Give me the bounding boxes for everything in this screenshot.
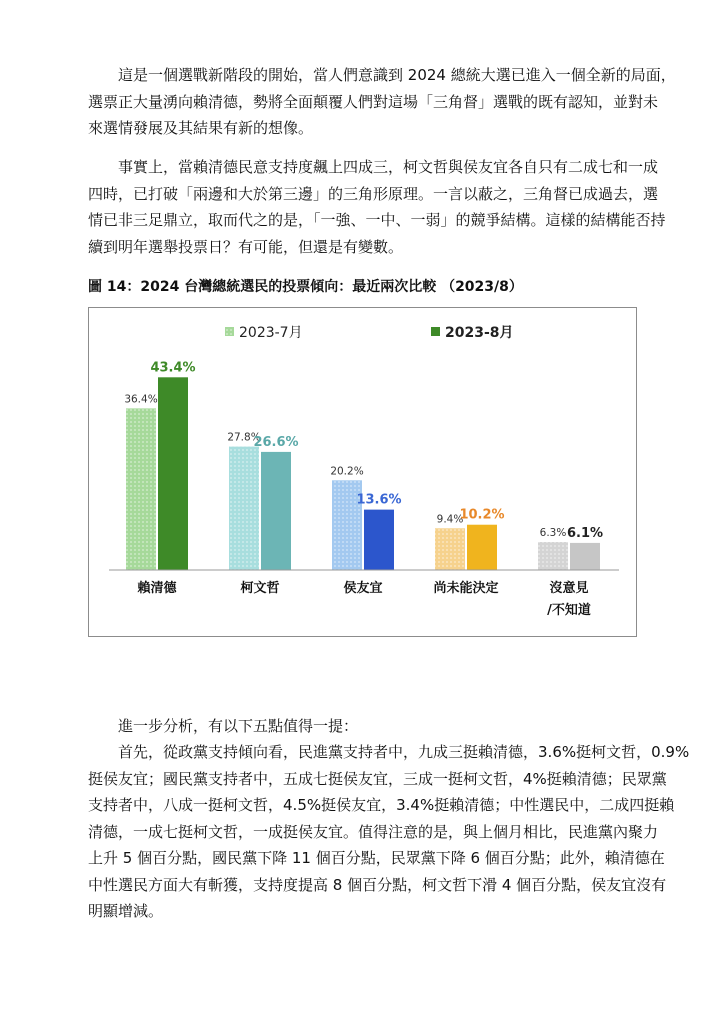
bar-aug-0: [158, 377, 188, 570]
paragraph-2: [88, 154, 666, 260]
bar-pattern: [126, 408, 156, 570]
data-label: 36.4%: [124, 393, 158, 406]
paragraph-line: 首先，從政黨支持傾向看，民進黨支持者中，九成三挺賴清德，3.6%挺柯文哲，0.9%: [118, 743, 690, 761]
bar-aug-1: [261, 452, 291, 570]
chart-legend: [225, 325, 514, 341]
data-label: 20.2%: [330, 465, 364, 478]
paragraph-1: [88, 62, 676, 142]
bar-aug-4: [570, 543, 600, 570]
x-tick-label: 侯友宜: [343, 581, 383, 596]
paragraph-line: 這是一個選戰新階段的開始，當人們意識到 2024 總統大選已進入一個全新的局面，: [118, 66, 676, 84]
bar-pattern: [538, 542, 568, 570]
data-label: 6.3%: [539, 527, 567, 540]
x-tick-label: /不知道: [547, 603, 591, 618]
legend-label: 2023-7月: [239, 325, 303, 341]
data-label: 6.1%: [566, 525, 604, 541]
paragraph-line: 續到明年選舉投票日？有可能，但還是有變數。: [88, 237, 404, 256]
bar-aug-2: [364, 510, 394, 570]
data-label: 26.6%: [253, 434, 299, 450]
bar-pattern: [229, 447, 259, 570]
x-axis-labels: [137, 580, 590, 618]
x-tick-label: 尚未能決定: [433, 581, 499, 596]
paragraph-line: 上升 5 個百分點，國民黨下降 11 個百分點，民眾黨下降 6 個百分點；此外，賴清德在: [88, 849, 665, 867]
paragraph-4: [88, 739, 690, 925]
x-tick-label: 沒意見: [549, 581, 589, 596]
paragraph-line: 情已非三足鼎立，取而代之的是，「一強、一中、一弱」的競爭結構。這樣的結構能否持: [88, 211, 666, 229]
data-label: 9.4%: [436, 513, 464, 526]
paragraph-line: 挺侯友宜；國民黨支持者中，五成七挺侯友宜，三成一挺柯文哲，4%挺賴清德；民眾黨: [88, 769, 667, 788]
chart-frame: [88, 307, 637, 637]
legend-swatch-pattern: [225, 327, 234, 336]
bar-aug-3: [467, 525, 497, 570]
paragraph-line: 支持者中，八成一挺柯文哲，4.5%挺侯友宜，3.4%挺賴清德；中性選民中，二成四挺賴: [88, 796, 675, 814]
figure-caption: 圖 14：2024 台灣總統選民的投票傾向：最近兩次比較 （2023/8）: [88, 279, 523, 295]
legend-swatch: [431, 327, 440, 336]
x-tick-label: 賴清德: [137, 581, 177, 596]
data-label: 27.8%: [227, 431, 261, 444]
data-label: 13.6%: [356, 492, 402, 508]
x-tick-label: 柯文哲: [240, 581, 280, 596]
paragraph-line: 選票正大量湧向賴清德，勢將全面顛覆人們對這場「三角督」選戰的既有認知，並對未: [88, 92, 659, 111]
paragraph-line: 四時，已打破「兩邊和大於第三邊」的三角形原理。一言以蔽之，三角督已成過去，選: [88, 184, 659, 203]
bar-pattern: [435, 528, 465, 570]
bar-chart: [89, 308, 638, 638]
data-label: 43.4%: [150, 360, 196, 376]
data-label: 10.2%: [459, 507, 505, 523]
paragraph-line: 事實上，當賴清德民意支持度飆上四成三，柯文哲與侯友宜各自只有二成七和一成: [118, 158, 659, 176]
paragraph-line: 來選情發展及其結果有新的想像。: [88, 119, 314, 137]
chart-bars: [124, 360, 603, 570]
paragraph-line: 明顯增減。: [88, 902, 164, 920]
paragraph-line: 進一步分析，有以下五點值得一提：: [118, 717, 359, 735]
paragraph-line: 清德，一成七挺柯文哲，一成挺侯友宜。值得注意的是，與上個月相比，民進黨內聚力: [88, 822, 659, 841]
paragraph-3: [88, 713, 648, 740]
legend-label: 2023-8月: [445, 325, 514, 341]
paragraph-line: 中性選民方面大有斬獲，支持度提高 8 個百分點，柯文哲下滑 4 個百分點，侯友宜沒有: [88, 875, 667, 894]
